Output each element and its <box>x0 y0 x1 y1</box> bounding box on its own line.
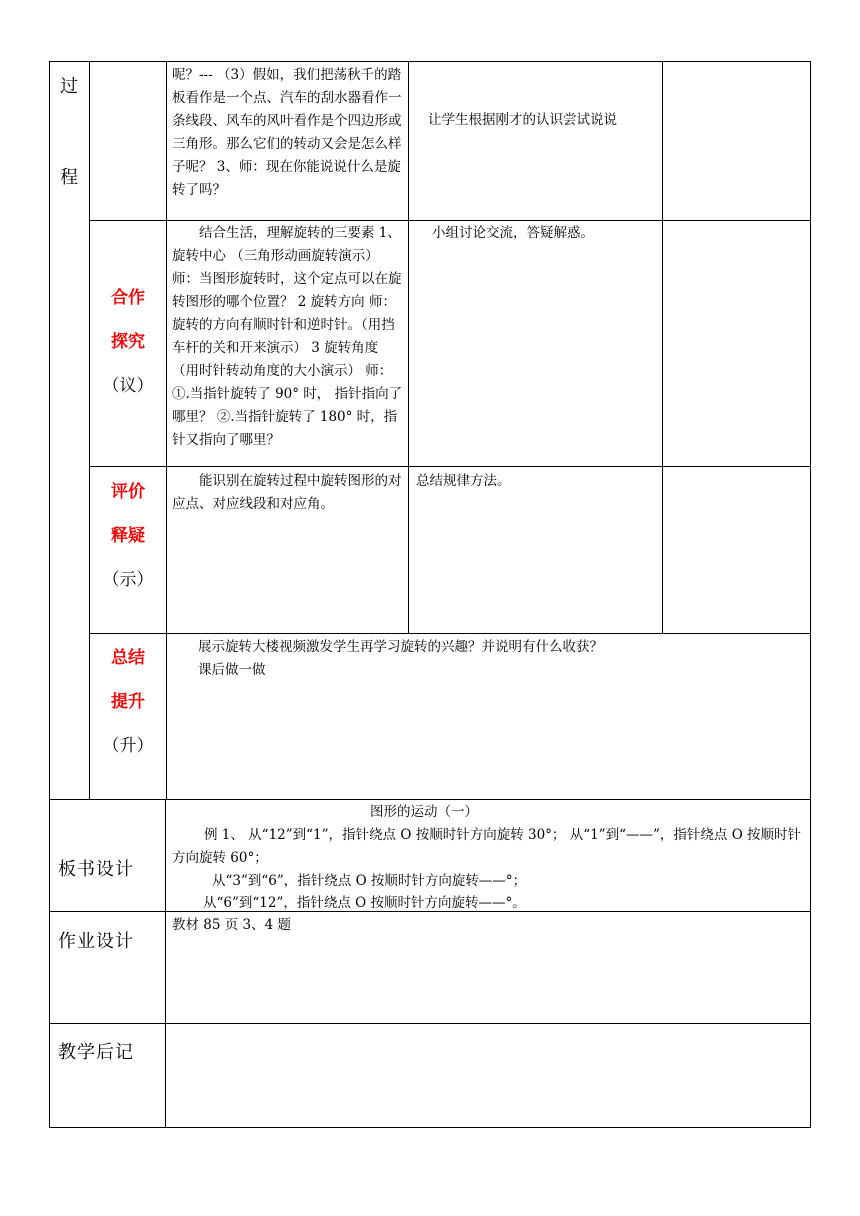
stage-explore-line1: 合作 <box>111 288 145 308</box>
stage-summary-line3: （升） <box>102 736 154 756</box>
border-stage-col-upper <box>166 61 167 800</box>
border-row3-bottom <box>89 633 811 634</box>
stage-label-summary <box>91 636 165 768</box>
intro-content: 呢？--- （3）假如，我们把荡秋千的踏板看作是一个点、汽车的刮水器看作一条线段、风车的风叶看作是个四边形或三角形。那么它们的转动又会是怎么样子呢？ 3、师：现在你能说说什么是旋转了吗？ <box>172 67 402 198</box>
stage-evaluate-line2: 释疑 <box>111 526 145 546</box>
process-label-top: 过 <box>60 76 78 97</box>
summary-line1: 展示旋转大楼视频激发学生再学习旋转的兴趣？并说明有什么收获？ <box>198 639 603 655</box>
explore-content: 结合生活，理解旋转的三要素 1、旋转中心 （三角形动画旋转演示） 师：当图形旋转时，这个定点可以在旋转图形的哪个位置？ 2 旋转方向 师：旋转的方向有顺时针和逆时针。（用挡车杆的关和开来演示） 3 旋转角度 （用时针转动角度的大小演示） 师：①.当指针旋转了 90° 时， 指针指向了哪里？ ②.当指针旋转了 180° 时，指针又指向了哪里？ <box>172 225 403 448</box>
border-top <box>49 61 811 62</box>
evaluate-student-activity: 总结规律方法。 <box>416 473 511 489</box>
stage-evaluate-line1: 评价 <box>111 482 145 502</box>
stage-explore-line2: 探究 <box>111 332 145 352</box>
board-title: 图形的运动（一） <box>370 804 478 820</box>
border-right <box>810 61 811 1128</box>
border-student-col <box>408 61 409 634</box>
border-process-bottom <box>49 799 811 800</box>
board-line2: 从“3”到“6”，指针绕点 O 按顺时针方向旋转——°； <box>212 873 527 889</box>
border-row1-bottom <box>89 220 811 221</box>
board-line3: 从“6”到“12”，指针绕点 O 按顺时针方向旋转——°。 <box>203 895 526 911</box>
evaluate-content: 能识别在旋转过程中旋转图形的对应点、对应线段和对应角。 <box>172 473 402 512</box>
stage-summary-line1: 总结 <box>111 648 145 668</box>
border-process-label-col <box>89 61 90 800</box>
homework-label: 作业设计 <box>58 931 134 952</box>
stage-summary-line2: 提升 <box>111 692 145 712</box>
border-note-col <box>662 61 663 634</box>
stage-label-evaluate <box>91 470 165 602</box>
process-label-bottom: 程 <box>60 167 78 188</box>
explore-student-activity: 小组讨论交流，答疑解惑。 <box>432 225 594 241</box>
border-bottom <box>49 1127 811 1128</box>
border-stage-col-lower <box>165 799 166 1128</box>
homework-content: 教材 85 页 3、4 题 <box>172 917 292 933</box>
border-homework-bottom <box>49 1023 811 1024</box>
summary-line2: 课后做一做 <box>198 662 266 678</box>
border-row2-bottom <box>89 466 811 467</box>
board-line1: 例 1、 从“12”到“1”，指针绕点 O 按顺时针方向旋转 30°； 从“1”到“——”，指针绕点 O 按顺时针方向旋转 60°； <box>172 827 802 866</box>
intro-student-activity: 让学生根据刚才的认识尝试说说 <box>428 112 617 128</box>
stage-evaluate-line3: （示） <box>102 570 154 590</box>
border-left <box>49 61 50 1128</box>
reflection-label: 教学后记 <box>58 1042 134 1063</box>
stage-explore-line3: （议） <box>102 376 154 396</box>
board-label: 板书设计 <box>58 859 134 880</box>
stage-label-explore <box>91 276 165 408</box>
